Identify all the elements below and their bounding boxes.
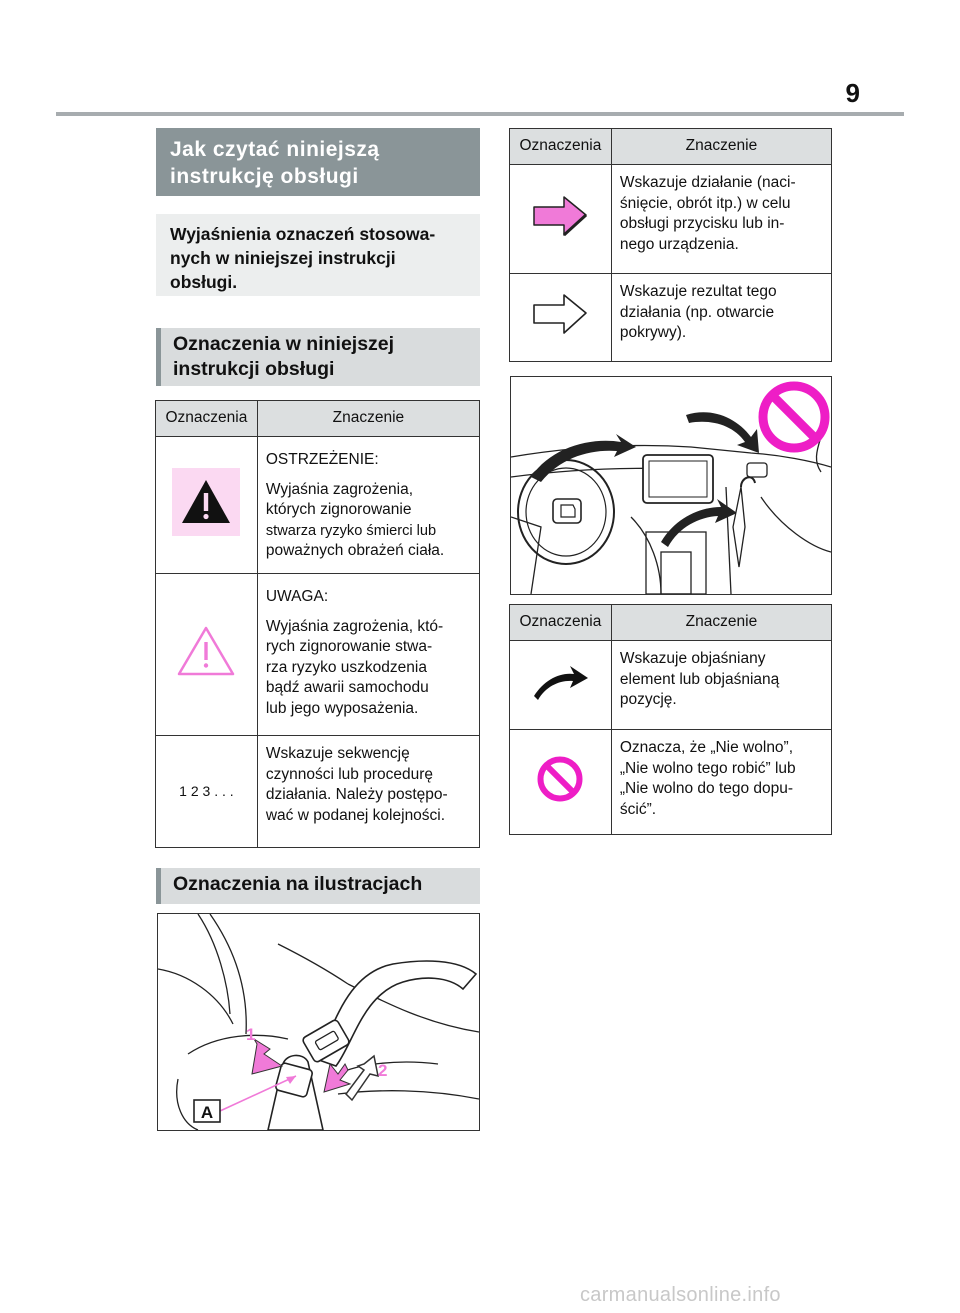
result-text-line: pokrywy). (619, 324, 687, 341)
watermark: carmanualsonline.info (580, 1284, 781, 1306)
action-arrow-icon (530, 193, 590, 239)
label-2: 2 (378, 1061, 388, 1080)
caution-heading: UWAGA: (265, 588, 329, 605)
sequence-symbol-cell (156, 736, 258, 848)
action-text-line: Wskazuje działanie (naci- (619, 174, 796, 191)
result-text-line: działania (np. otwarcie (619, 303, 775, 321)
action-text-line: śnięcie, obrót itp.) w celu (619, 194, 791, 212)
action-arrow-description (611, 165, 831, 274)
caution-icon (176, 625, 236, 677)
sequence-symbol: 1 2 3 . . . (179, 782, 234, 799)
caution-text-line: rych zignorowanie stwa- (265, 638, 433, 655)
page-number: 9 (845, 78, 860, 108)
section-heading-line2: instrukcji obsługi (173, 358, 335, 380)
intro-line1: Wyjaśnienia oznaczeń stosowa- (170, 224, 436, 244)
chapter-title-line2: instrukcję obsługi (170, 165, 359, 188)
chapter-title (156, 128, 480, 196)
header-rule (56, 112, 904, 116)
illustration-symbols-table (509, 604, 832, 835)
seatbelt-illustration (157, 913, 480, 1131)
pointer-text-line: pozycję. (619, 691, 677, 708)
prohibition-text-line: „Nie wolno tego robić” lub (619, 759, 796, 777)
caution-text-line: bądź awarii samochodu (265, 679, 429, 696)
sequence-text-line: wać w podanej kolejności. (265, 806, 446, 824)
caution-text-line: rza ryzyko uszkodzenia (265, 658, 427, 676)
section-heading-line1: Oznaczenia w niniejszej (173, 333, 395, 355)
pointer-arrow-cell (510, 641, 612, 730)
intro-box (156, 214, 480, 296)
caution-text-line: Wyjaśnia zagrożenia, któ- (265, 617, 444, 635)
table-header-meaning: Znaczenie (257, 401, 479, 437)
sequence-text-line: działania. Należy postępo- (265, 786, 448, 803)
prohibition-icon (536, 755, 584, 803)
warning-text-line: których zignorowanie (265, 501, 412, 518)
intro-line3: obsługi. (170, 272, 238, 292)
result-arrow-icon (530, 291, 590, 337)
sequence-description (257, 736, 479, 848)
action-text-line: nego urządzenia. (619, 235, 739, 253)
warning-symbol-cell (156, 437, 258, 574)
action-arrow-cell (510, 165, 612, 274)
prohibition-text-line: „Nie wolno do tego dopu- (619, 780, 794, 797)
label-1: 1 (246, 1025, 256, 1044)
caution-text-line: lub jego wyposażenia. (265, 699, 419, 717)
chapter-title-line1: Jak czytać niniejszą (170, 138, 380, 161)
intro-line2: nych w niniejszej instrukcji (170, 248, 396, 268)
label-a: A (200, 1103, 214, 1122)
action-text-line: obsługi przycisku lub in- (619, 215, 785, 232)
seatbelt-drawing (158, 914, 479, 1130)
pointer-text-line: element lub objaśnianą (619, 670, 780, 688)
action-arrows-table (509, 128, 832, 362)
section-heading-symbols (156, 328, 480, 386)
table-header-meaning: Znaczenie (611, 129, 831, 165)
prohibition-text-line: Oznacza, że „Nie wolno”, (619, 739, 794, 756)
warning-heading: OSTRZEŻENIE: (265, 451, 379, 468)
caution-symbol-cell (156, 574, 258, 736)
result-arrow-cell (510, 274, 612, 362)
dashboard-illustration (510, 376, 832, 595)
warning-text-line: poważnych obrażeń ciała. (265, 542, 445, 559)
warning-text-line: stwarza ryzyko śmierci lub (265, 522, 437, 539)
prohibition-cell (510, 730, 612, 835)
result-text-line: Wskazuje rezultat tego (619, 283, 777, 300)
sequence-text-line: Wskazuje sekwencję (265, 745, 410, 762)
caution-description (257, 574, 479, 736)
table-header-symbols: Oznaczenia (510, 129, 612, 165)
result-arrow-description (611, 274, 831, 362)
sequence-text-line: czynności lub procedurę (265, 765, 433, 783)
symbols-table (155, 400, 480, 848)
dashboard-drawing (511, 377, 831, 594)
warning-description (257, 437, 479, 574)
pointer-arrow-description (611, 641, 831, 730)
pointer-text-line: Wskazuje objaśniany (619, 650, 766, 667)
table-header-symbols: Oznaczenia (510, 605, 612, 641)
pointer-arrow-icon (530, 662, 590, 702)
prohibition-text-line: ścić”. (619, 800, 657, 818)
table-header-symbols: Oznaczenia (156, 401, 258, 437)
section-heading-illustrations: Oznaczenia na ilustracjach (156, 868, 480, 904)
warning-icon (172, 468, 240, 536)
table-header-meaning: Znaczenie (611, 605, 831, 641)
prohibition-description (611, 730, 831, 835)
warning-text-line: Wyjaśnia zagrożenia, (265, 480, 414, 498)
